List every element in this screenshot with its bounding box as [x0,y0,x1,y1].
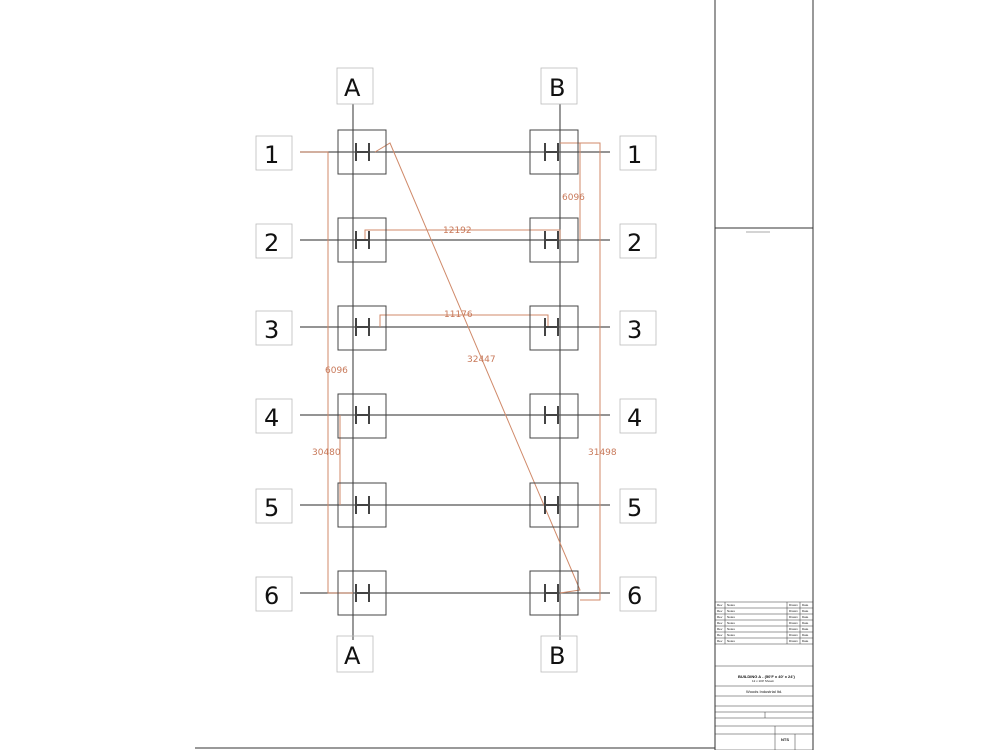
grid-label-1-left: 1 [264,141,280,169]
rev-date-cell: Date [802,633,809,637]
dim-text-11176: 11176 [444,310,473,320]
grid-label-b-bottom: B [549,642,566,670]
rev-drawn-cell: Drawn [789,615,798,619]
grid-label-2-left: 2 [264,229,280,257]
rev-date-cell: Date [802,609,809,613]
footing-b3 [530,306,578,350]
dim-text-30480: 30480 [312,448,341,458]
rev-drawn-cell: Drawn [789,633,798,637]
grid-label-3-left: 3 [264,316,280,344]
rev-cell: Rev [717,621,723,625]
rev-cell: Rev [717,633,723,637]
footing-b4 [530,394,578,438]
grid-label-b-top: B [549,74,566,102]
rev-drawn-cell: Drawn [789,639,798,643]
rev-notes-cell: Notes [727,609,735,613]
drawing-scale: NTS [781,737,789,742]
rev-drawn-cell: Drawn [789,621,798,625]
rev-drawn-cell: Drawn [789,609,798,613]
rev-date-cell: Date [802,639,809,643]
project-subtitle: 12 x 100' Shown [752,679,775,683]
grid-label-a-top: A [344,74,361,102]
rev-cell: Rev [717,609,723,613]
grid-label-3-right: 3 [627,316,643,344]
rev-cell: Rev [717,615,723,619]
footing-a4 [338,394,386,438]
rev-drawn-cell: Drawn [789,603,798,607]
rev-notes-cell: Notes [727,603,735,607]
client-name: Woods Industrial ltd. [746,689,783,694]
title-block-frame [195,0,813,750]
rev-date-cell: Date [802,621,809,625]
rev-notes-cell: Notes [727,621,735,625]
rev-notes-cell: Notes [727,615,735,619]
rev-cell: Rev [717,627,723,631]
grid-label-1-right: 1 [627,141,643,169]
rev-date-cell: Date [802,603,809,607]
rev-date-cell: Date [802,615,809,619]
dim-text-6096-left: 6096 [325,366,348,376]
rev-notes-cell: Notes [727,633,735,637]
grid-label-4-right: 4 [627,404,643,432]
footing-a3 [338,306,386,350]
grid-label-5-right: 5 [627,494,643,522]
dim-text-12192: 12192 [443,226,472,236]
rev-cell: Rev [717,603,723,607]
rev-date-cell: Date [802,627,809,631]
rev-notes-cell: Notes [727,627,735,631]
project-title: BUILDING A - (50'F x 40' x 24') [738,674,795,679]
grid-label-4-left: 4 [264,404,280,432]
grid-label-a-bottom: A [344,642,361,670]
dim-text-32447: 32447 [467,355,496,365]
dim-32447-line [375,143,580,593]
grid-label-2-right: 2 [627,229,643,257]
grid-bubbles [256,68,656,672]
dim-text-31498: 31498 [588,448,617,458]
column-footings [338,130,578,615]
grid-label-5-left: 5 [264,494,280,522]
rev-drawn-cell: Drawn [789,627,798,631]
rev-cell: Rev [717,639,723,643]
rev-notes-cell: Notes [727,639,735,643]
grid-label-6-right: 6 [627,582,643,610]
dim-text-6096-right: 6096 [562,193,585,203]
grid-label-6-left: 6 [264,582,280,610]
